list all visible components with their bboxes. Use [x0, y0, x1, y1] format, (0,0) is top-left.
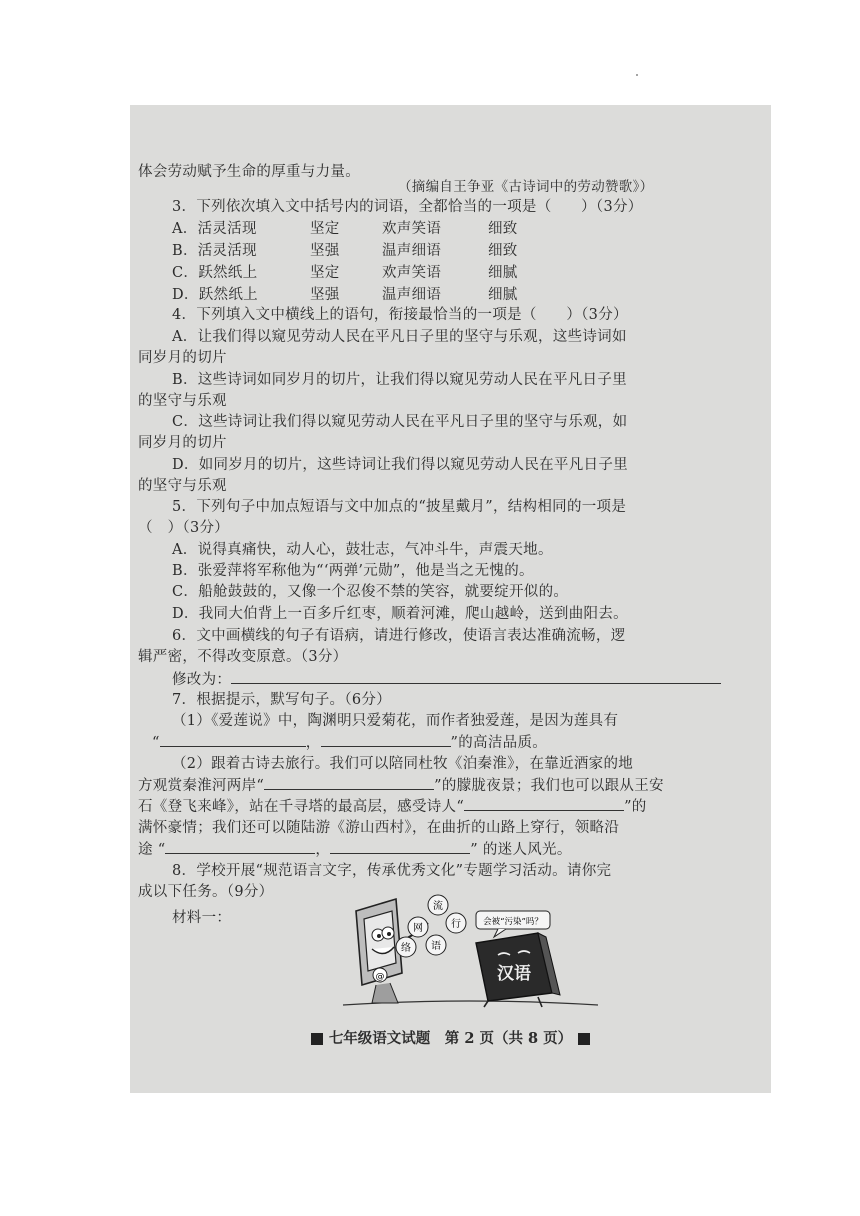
word-bubbles	[396, 895, 466, 957]
q8-stem-1: 8．学校开展“规范语言文字，传承优秀文化”专题学习活动。请你完	[172, 863, 612, 879]
page-footer	[130, 1027, 771, 1048]
svg-text:会被“污染”吗？: 会被“污染”吗？	[483, 917, 543, 927]
q5-option-a: A．说得真痛快，动人心，鼓壮志，气冲斗牛，声震天地。	[172, 542, 553, 558]
material-one-label: 材料一：	[172, 910, 232, 926]
q7-blank-1[interactable]	[160, 732, 306, 747]
q7-blank-2[interactable]	[321, 732, 451, 747]
q4-option-d-1: D．如同岁月的切片，这些诗词让我们得以窥见劳动人民在平凡日子里	[172, 457, 628, 473]
q4-option-b-2: 的坚守与乐观	[138, 393, 227, 409]
q7-p2-line4: 满怀豪情；我们还可以随陆游《游山西村》，在曲折的山路上穿行，领略沿	[138, 820, 620, 836]
q4-option-c-2: 同岁月的切片	[138, 435, 227, 451]
bubble-xing: 行	[451, 919, 461, 930]
at-symbol: @	[375, 972, 385, 982]
q4-option-c-1: C．这些诗词让我们得以窥见劳动人民在平凡日子里的坚守与乐观，如	[172, 414, 628, 430]
q7-blank-6[interactable]	[330, 839, 470, 854]
q7-p2-line5: 途 “ ， ” 的迷人风光。	[138, 839, 572, 860]
q7-p1-line1: （1）《爱莲说》中，陶渊明只爱菊花，而作者独爱莲，是因为莲具有	[172, 713, 619, 729]
q4-stem: 4．下列填入文中横线上的语句，衔接最恰当的一项是（ ）（3分）	[172, 307, 628, 323]
book-title: 汉语	[497, 964, 531, 984]
exam-page-photo	[130, 105, 771, 1093]
q5-option-c: C．船舱鼓鼓的，又像一个忍俊不禁的笑容，就要绽开似的。	[172, 584, 569, 600]
q4-option-a-2: 同岁月的切片	[138, 350, 227, 366]
passage-last-line: 体会劳动赋予生命的厚重与力量。	[138, 164, 360, 180]
q7-p1-line2: “ ， ”的高洁品质。	[152, 732, 547, 753]
q3-option-d: D．跃然纸上 坚强 温声细语 细腻	[172, 287, 518, 303]
q7-blank-4[interactable]	[464, 796, 624, 811]
q6-stem-2: 辑严密，不得改变原意。（3分）	[138, 649, 348, 665]
cartoon-illustration	[338, 893, 603, 1011]
fix-label: 修改为：	[172, 672, 232, 688]
q4-option-a-1: A．让我们得以窥见劳动人民在平凡日子里的坚守与乐观，这些诗词如	[172, 329, 627, 345]
q4-option-b-1: B．这些诗词如同岁月的切片，让我们得以窥见劳动人民在平凡日子里	[172, 372, 627, 388]
computer-character	[356, 899, 428, 1003]
q6-stem-1: 6．文中画横线的句子有语病，请进行修改，使语言表达准确流畅，逻	[172, 628, 626, 644]
q7-p2-line1: （2）跟着古诗去旅行。我们可以陪同杜牧《泊秦淮》，在靠近酒家的地	[172, 756, 634, 772]
q5-stem-2: （ ）（3分）	[138, 520, 230, 536]
square-mark-left-icon	[311, 1033, 323, 1045]
q8-stem-2: 成以下任务。（9分）	[138, 884, 274, 900]
book-character	[476, 933, 560, 1007]
q4-option-d-2: 的坚守与乐观	[138, 478, 227, 494]
footer-text: 七年级语文试题 第 2 页（共 8 页）	[328, 1030, 573, 1047]
q7-stem: 7．根据提示，默写句子。（6分）	[172, 692, 391, 708]
q3-option-b: B．活灵活现 坚强 温声细语 细致	[172, 243, 518, 259]
q5-option-d: D．我同大伯背上一百多斤红枣，顺着河滩，爬山越岭，送到曲阳去。	[172, 606, 628, 622]
square-mark-right-icon	[578, 1033, 590, 1045]
source-citation: （摘编自王争亚《古诗词中的劳动赞歌》）	[398, 179, 654, 195]
q5-option-b: B．张爱萍将军称他为“‘两弹’元勋”，他是当之无愧的。	[172, 563, 534, 579]
bubble-liu: 流	[433, 901, 443, 912]
bubble-wang: 网	[413, 923, 423, 934]
q7-blank-3[interactable]	[264, 775, 434, 790]
bubble-yu: 语	[431, 941, 441, 952]
q3-option-a: A．活灵活现 坚定 欢声笑语 细致	[172, 221, 518, 237]
q7-p2-line3: 石《登飞来峰》，站在千寻塔的最高层，感受诗人“ ”的	[138, 796, 647, 817]
q3-stem: 3．下列依次填入文中括号内的词语，全都恰当的一项是（ ）（3分）	[172, 199, 643, 215]
q6-fix-line	[172, 669, 721, 690]
q3-option-c: C．跃然纸上 坚定 欢声笑语 细腻	[172, 265, 518, 281]
speck	[636, 74, 638, 76]
q5-stem-1: 5．下列句子中加点短语与文中加点的“披星戴月”，结构相同的一项是	[172, 499, 627, 515]
bubble-luo: 络	[401, 943, 411, 954]
q7-blank-5[interactable]	[165, 839, 315, 854]
fix-answer-blank[interactable]	[231, 669, 721, 684]
q7-p2-line2: 方观赏秦淮河两岸“ ”的朦胧夜景；我们也可以跟从王安	[138, 775, 664, 796]
